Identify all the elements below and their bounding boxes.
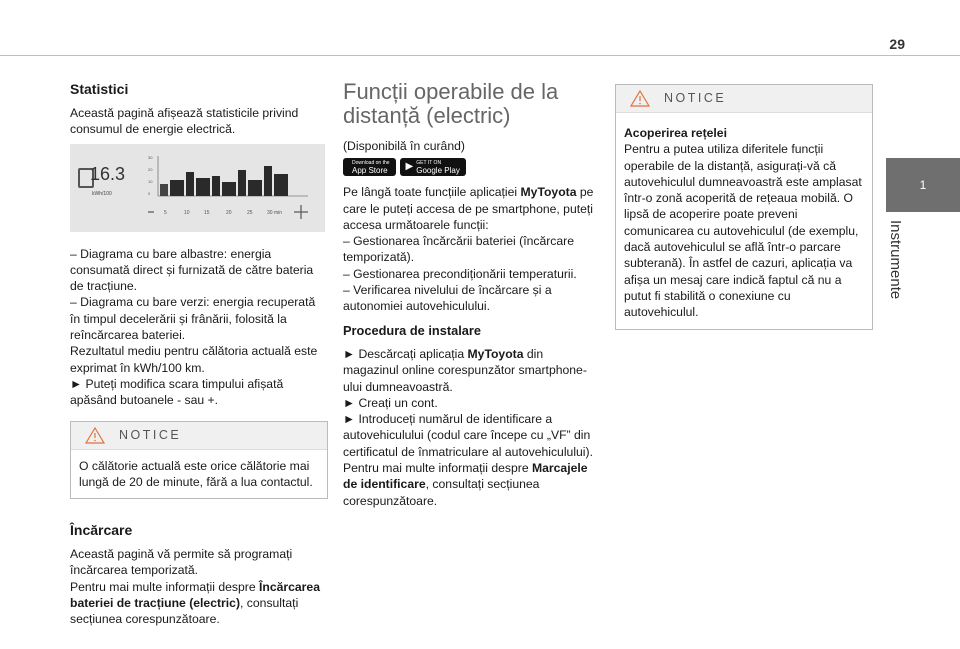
incarcare-link: Încărcarea bateriei de tracțiune (electric) xyxy=(70,579,320,611)
bar xyxy=(170,180,184,196)
statistici-line-1: – Diagrama cu bare albastre: energia consumată direct și furnizată de către bateria de tracțiune. xyxy=(70,246,314,294)
incarcare-title: Încărcare xyxy=(70,522,133,539)
chapter-label xyxy=(882,220,910,320)
bar-diagram xyxy=(148,152,318,224)
statistici-intro: Această pagină afișează statisticile privind consumul de energie electrică. xyxy=(70,106,299,137)
functii-item-1: – Gestionarea încărcării bateriei (încărcare temporizată). xyxy=(343,234,574,265)
bar xyxy=(160,184,168,196)
availability-note: (Disponibilă în curând) xyxy=(343,139,465,153)
page-number: 29 xyxy=(889,36,905,52)
y-label-10: 10 xyxy=(148,178,153,184)
install-step-1: ► Descărcați aplicația MyToyota din magazinul online corespunzător smartphone-ului dumneavoastră. xyxy=(343,346,587,394)
notice-title: NOTICE xyxy=(119,427,182,442)
bar xyxy=(264,166,272,196)
statistici-title: Statistici xyxy=(70,81,129,97)
x-label: 10 xyxy=(184,209,190,216)
bar xyxy=(238,170,246,196)
play-icon: ▶ xyxy=(405,161,414,173)
statistici-line-3: Rezultatul mediu pentru călătoria actuală este exprimat în kWh/100 km. xyxy=(70,344,318,375)
chapter-label-text: Instrumente xyxy=(887,220,904,300)
notice-text: O călătorie actuală este orice călătorie mai lungă de 20 de minute, fără a lua contactul. xyxy=(79,458,313,489)
chapter-tab[interactable] xyxy=(886,158,960,212)
google-play-badge[interactable]: ▶ GET IT ON Google Play xyxy=(400,158,466,176)
install-step-3: ► Introduceți numărul de identificare a autovehiculului (codul care începe cu „VF” din certificatul de înmatriculare al autovehiculului). xyxy=(343,412,593,459)
notice-header xyxy=(71,422,327,450)
y-label-0: 0 xyxy=(148,190,151,196)
column-left xyxy=(70,80,328,628)
header-rule xyxy=(0,55,960,56)
network-text: Pentru a putea utiliza diferitele funcții operabile de la distanță, asigurați-vă că autovehiculul dumneavoastră este amplasat într-o zonă acoperită de rețeaua mobilă. O lipsă de acoperire poate preveni comunicarea cu autovehiculul (de exemplu, dacă autovehiculul se află într-o parcare subterană). În astfel de cazuri, aplicația va afișa un mesaj care indică faptul că nu a putut fi stabilită o conexiune cu autovehiculul. xyxy=(624,142,862,320)
bar xyxy=(196,178,210,196)
notice-title: NOTICE xyxy=(664,91,727,106)
x-label: 30 min xyxy=(267,209,283,216)
network-heading: Acoperirea rețelei xyxy=(624,126,727,140)
warning-icon xyxy=(85,427,105,444)
incarcare-p2: Pentru mai multe informații despre Încărcarea bateriei de tracțiune (electric), consultați secțiunea corespunzătoare. xyxy=(70,579,320,627)
bar xyxy=(248,180,262,196)
column-right xyxy=(615,80,873,344)
bar xyxy=(212,176,220,196)
x-label: 20 xyxy=(226,209,232,216)
y-label-30: 30 xyxy=(148,154,153,160)
statistici-line-2: – Diagrama cu bare verzi: energia recuperată în timpul decelerării și frânării, folosită la reîncărcarea bateriei. xyxy=(70,295,316,343)
functii-title: Funcții operabile de la distanță (electric) xyxy=(343,79,559,128)
y-label-20: 20 xyxy=(148,166,153,172)
bar xyxy=(274,174,288,196)
install-more-info: Pentru mai multe informații despre Marcajele de identificare, consultați secțiunea corespunzătoare. xyxy=(343,461,588,508)
column-middle xyxy=(343,80,601,509)
functii-item-3: – Verificarea nivelului de încărcare și a autonomiei autovehiculului. xyxy=(343,283,552,314)
app-store-badge[interactable]: Download on the App Store xyxy=(343,158,396,176)
chapter-number: 1 xyxy=(919,178,927,192)
x-label: 25 xyxy=(247,209,253,216)
functii-intro: Pe lângă toate funcțiile aplicației MyToyota pe care le puteți accesa de pe smartphone, puteți accesa următoarele funcții: xyxy=(343,185,594,232)
functii-item-2: – Gestionarea precondiționării temperaturii. xyxy=(343,266,577,281)
install-step-2: ► Creați un cont. xyxy=(343,395,438,410)
x-label: 5 xyxy=(164,209,167,216)
consumption-unit: kWh/100 xyxy=(92,190,112,197)
statistici-line-4: ► Puteți modifica scara timpului afișată apăsând butoanele - sau +. xyxy=(70,376,284,408)
warning-icon xyxy=(630,90,650,107)
incarcare-p1: Această pagină vă permite să programați încărcarea temporizată. xyxy=(70,547,293,578)
install-title: Procedura de instalare xyxy=(343,322,481,338)
x-label: 15 xyxy=(204,209,210,216)
statistics-screen-image xyxy=(70,144,325,232)
network-notice-box xyxy=(615,84,873,330)
notice-header xyxy=(616,85,872,113)
bar xyxy=(186,172,194,196)
bar xyxy=(222,182,236,196)
consumption-value: 16.3 xyxy=(90,163,126,184)
store-badges xyxy=(343,158,601,176)
notice-box xyxy=(70,421,328,500)
